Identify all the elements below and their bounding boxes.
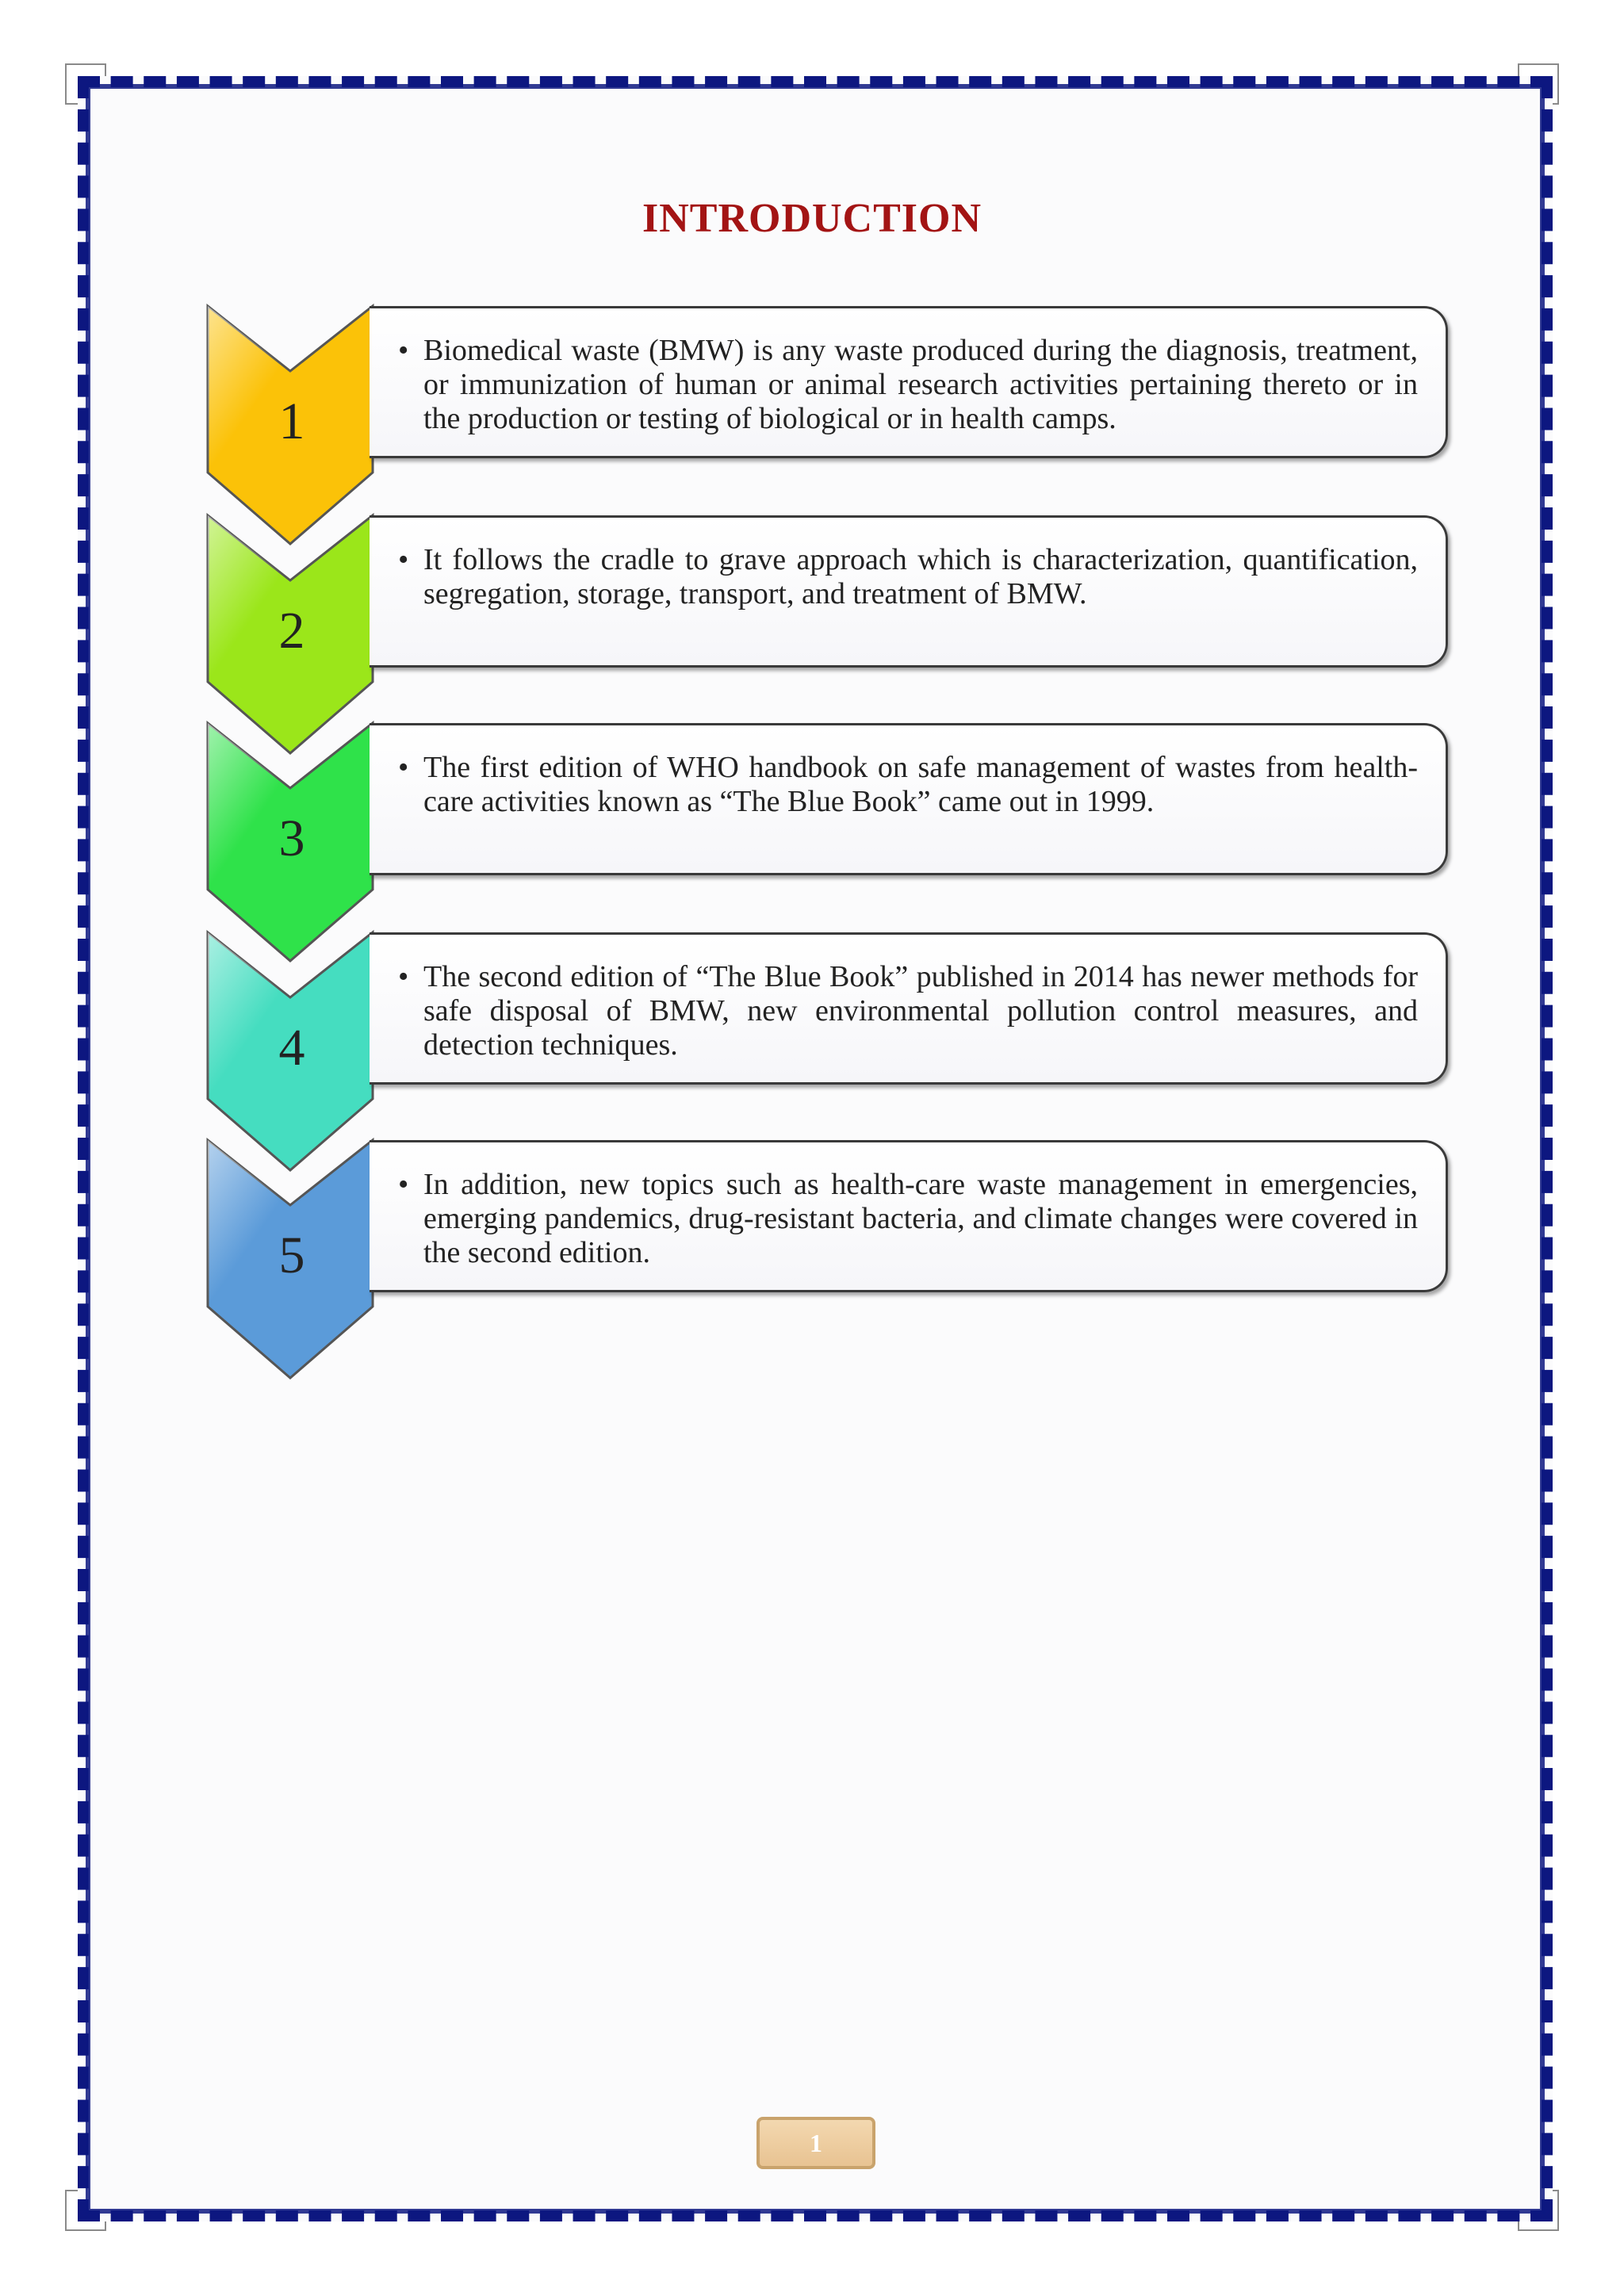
- step-description: [398, 1168, 1418, 1270]
- step-description: [398, 960, 1418, 1062]
- bullet-icon: •: [398, 543, 409, 576]
- bullet-icon: •: [398, 1168, 409, 1201]
- step-card: [370, 932, 1448, 1085]
- step-text: In addition, new topics such as health-care waste management in emergencies, emerging pandemics, drug-resistant bacteria, and climate changes were covered in the second edition.: [423, 1168, 1418, 1269]
- step-number: 5: [278, 1226, 305, 1284]
- step-number: 2: [278, 602, 305, 660]
- process-step-1: [203, 303, 1450, 547]
- step-description: [398, 751, 1418, 819]
- step-number: 3: [278, 809, 305, 867]
- step-card: [370, 1140, 1448, 1292]
- page-number: 1: [756, 2117, 875, 2169]
- step-number: 4: [278, 1019, 305, 1077]
- page-title: INTRODUCTION: [642, 196, 982, 241]
- process-step-3: [203, 720, 1450, 964]
- bullet-icon: •: [398, 960, 409, 993]
- step-description: [398, 334, 1418, 436]
- step-card: [370, 306, 1448, 458]
- step-text: The first edition of WHO handbook on safe management of wastes from health-care activities known as “The Blue Book” came out in 1999.: [423, 751, 1418, 818]
- process-step-5: [203, 1137, 1450, 1381]
- step-card: [370, 515, 1448, 668]
- step-card: [370, 723, 1448, 875]
- step-description: [398, 543, 1418, 611]
- step-text: Biomedical waste (BMW) is any waste produced during the diagnosis, treatment, or immunization of human or animal research activities pertaining thereto or in the production or testing of biological or in health camps.: [423, 334, 1418, 435]
- bullet-icon: •: [398, 751, 409, 784]
- step-number: 1: [278, 392, 305, 450]
- step-text: It follows the cradle to grave approach which is characterization, quantification, segregation, storage, transport, and treatment of BMW.: [423, 543, 1418, 610]
- bullet-icon: •: [398, 334, 409, 367]
- step-text: The second edition of “The Blue Book” published in 2014 has newer methods for safe disposal of BMW, new environmental pollution control measures, and detection techniques.: [423, 960, 1418, 1062]
